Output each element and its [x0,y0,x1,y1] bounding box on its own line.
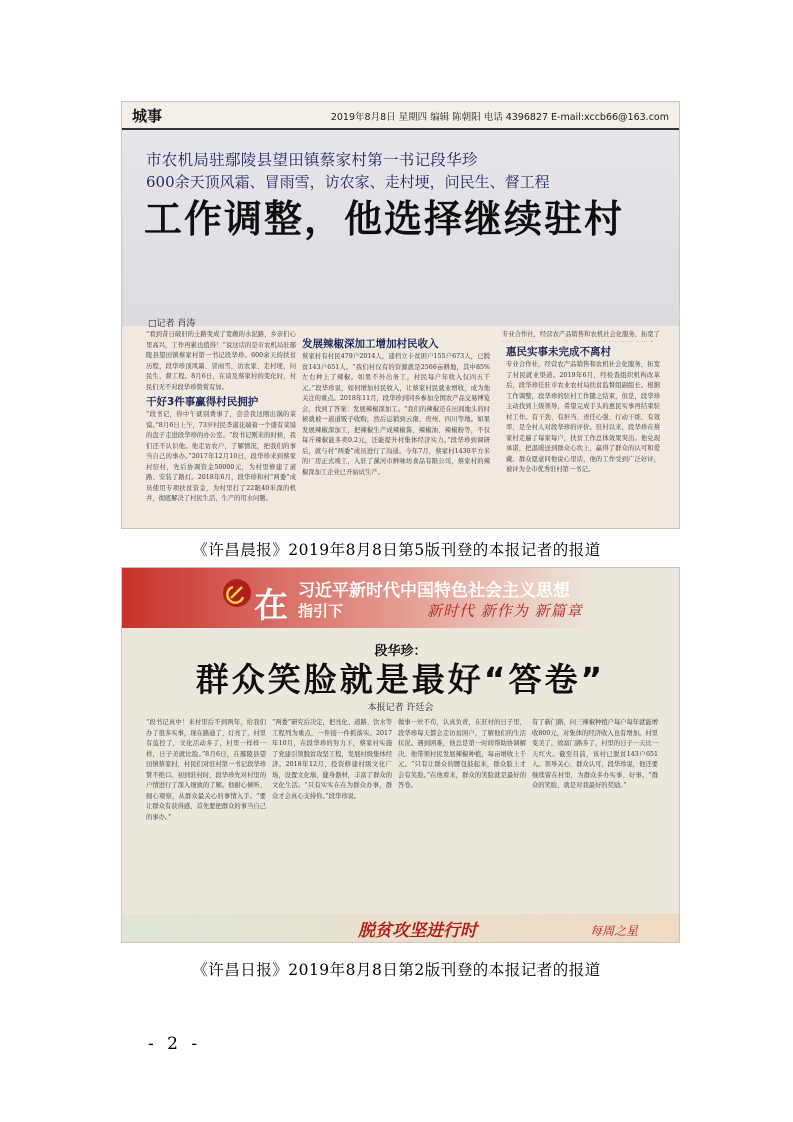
article-kicker: 段华珍： [374,644,427,659]
clipping-header-bar [122,102,679,130]
banner-slogan: 新时代 新作为 新篇章 [427,602,583,620]
article-column: “段书记真中！来村里后不到两年，给我们办了很多实事，现在路通了、灯亮了，村里有监控了，文化活动多了，村里一样样一样，日子美就比脸。”8月6日，在鄢陵县望田镇蔡家村，村民们对驻村第一书记段华珍赞不绝口。初到驻村时，段华珍先对村里的户情进行了深入细致的了解。他耐心倾听、细心观察，从群众最关心的事情入手。“要让群众有获得感，首先要把群众的事当自己的事办。” [146,719,266,821]
section-kicker: 发展辣椒深加工增加村民收入 [302,338,439,350]
section-kicker: 干好3件事赢得村民拥护 [146,396,259,408]
newspaper-clipping-xuchang-daily [122,568,679,942]
article-headline: 群众笑脸就是最好“答卷” [195,660,606,699]
article-column: “看到昔日破旧的土路变成了宽敞的水泥路，乡亲们心里高兴，工作再累也值得！”说这话的是市农机局驻鄢陵县望田镇蔡家村第一书记段华珍。600余天的扶贫历程，段华珍顶风霜、冒雨雪，访农家、走村埂，问民生、督工程。8月6日，在谈及蔡家村的变化时，村民们无不对段华珍赞赏有加。 [146,331,296,390]
article-headline: 工作调整，他选择继续驻村 [144,197,625,241]
article-column: “段书记，你中午就别费事了，尝尝我这刚出锅的菜馍。”8月6日上午，73岁村民李淑花端着一个盛有菜馍的盘子走进段华珍的办公室。“段书记刚来的时候，我们还不认识他。他走访农户，了解情况，把我们的事当自己的事办。”2017年12月10日，段华珍来到蔡家村驻村，先后协调资金50000元，为村里修建了道路、安装了路灯。2018年6月，段华珍和村“两委”成员使用专项扶贫资金，为村里打了22眼40米深的机井，彻底解决了村民生活、生产的用水问题。 [146,411,296,502]
article-column: 专业合作社，经营农产品销售和农机社会化服务，拓宽了村民就业渠道。2019年6月，经检查组织机构改革后，段华珍任驻市农业农村局扶贫监督组副组长。根据工作调整，段华珍的驻村工作随之结束，但是，段华珍主动找到上级领导，希望完成手头的惠民实事再结束驻村工作。有干劲、有担当、责任心强、行动干练、有效率，是全村人对段华珍的评价。驻村以来，段华珍在蔡家村走遍了每家每户，扶贫工作总体效果突出。他兑现承诺，把温暖送到群众心坎上，赢得了群众的认可和爱戴。群众愿意同他说心里话，他的工作受到广泛好评，被评为全市优秀驻村第一书记。 [506,361,660,473]
newspaper-clipping-xuchang-morning [122,102,679,528]
article-byline: 本报记者 许廷会 [367,703,434,713]
caption-first-clipping: 《许昌晨报》2019年8月8日第5版刊登的本报记者的报道 [192,541,601,559]
section-label: 城事 [132,107,163,125]
article-column-top: 专业合作社，经营农产品销售和农机社会化服务，拓宽了 [502,331,660,338]
article-column: 做事一丝不苟，认真负责，在驻村的日子里，段华珍每天都会走访贫困户，了解他们的生活状况。遇到困难，他总是第一时间帮助协调解决。他带领村民发展辣椒种植，每亩增收上千元。“只有让群众的腰包鼓起来，群众脸上才会有笑脸。”在他看来，群众的笑脸就是最好的答卷。 [398,719,526,789]
article-column: 有了新门路，问三辣椒种植户每户每年就能增收800元，对集体的经济收入也有增加。村里变美了，致富门路多了，村里的日子一天比一天红火。截至目前，该村已脱贫143户651人。领导关心、群众认可，段华珍说，他还要继续留在村里，为群众多办实事、好事。“群众的笑脸，就是对我最好的奖励。” [532,719,658,789]
banner-zai: 在 [254,586,288,626]
article-column: “两委”研究后决定，把亮化、道路、饮水等工程列为重点，一件接一件抓落实。2017年10月，在段华珍的努力下，蔡家村实施了党建引领脱贫攻坚工程，发展村级集体经济。2018年12月，投资修建村级文化广场，设置文化墙、健身器材，丰富了群众的文化生活。“只有实实在在为群众办事，群众才会真心支持你。”段华珍说。 [272,719,392,800]
section-kicker: 惠民实事未完成不离村 [506,346,611,358]
banner-title: 习近平新时代中国特色社会主义思想 [298,581,570,601]
article-column: 蔡家村有村民479户2014人，建档立卡贫困户155户673人，已脱贫143户651人。“我们村仅有的资源就是2566亩耕地，其中85%左右种上了辣椒。如果不外出务工，村民每户年收入仅四五千元。”段华珍说，如何增加村民收入，让蔡家村民就业增收，成为他关注的重点。2018年11月，段华珍到同乡参加全国农产品交易博览会，找到了答案：发展辣椒深加工。“我们的辣椒还在田间地头的时候就被一道道贩子收购，然后运销到云南、贵州、四川等地。如果发展辣椒深加工，把辣椒生产成辣椒酱、辣椒油、辣椒粉等，不仅每斤辣椒能多卖0.2元，还能提升村集体经济实力。”段华珍到调研后，就与村“两委”成员进行了沟通。今年7月，蔡家村1430平方米的厂房正式竣工，入驻了漯河市鲜味坊食品有限公司，蔡家村的辣椒深加工企业已开始试生产。 [302,353,490,476]
caption-second-clipping: 《许昌日报》2019年8月8日第2版刊登的本报记者的报道 [192,961,601,979]
party-emblem-icon [222,578,252,608]
dateline: 2019年8月8日 星期四 编辑 陈朝阳 电话 4396827 E-mail:xccb66@163.com [330,112,669,123]
footer-subtitle: 每周之星 [590,924,639,938]
article-byline: □记者 肖涛 [148,319,196,329]
footer-title: 脱贫攻坚进行时 [358,921,477,941]
page-number: - 2 - [148,1034,202,1054]
subtitle-line-1: 市农机局驻鄢陵县望田镇蔡家村第一书记段华珍 [146,151,478,169]
subtitle-line-2: 600余天顶风霜、冒雨雪，访农家、走村埂，问民生、督工程 [146,173,550,191]
banner-zhiyin: 指引下 [298,602,344,620]
